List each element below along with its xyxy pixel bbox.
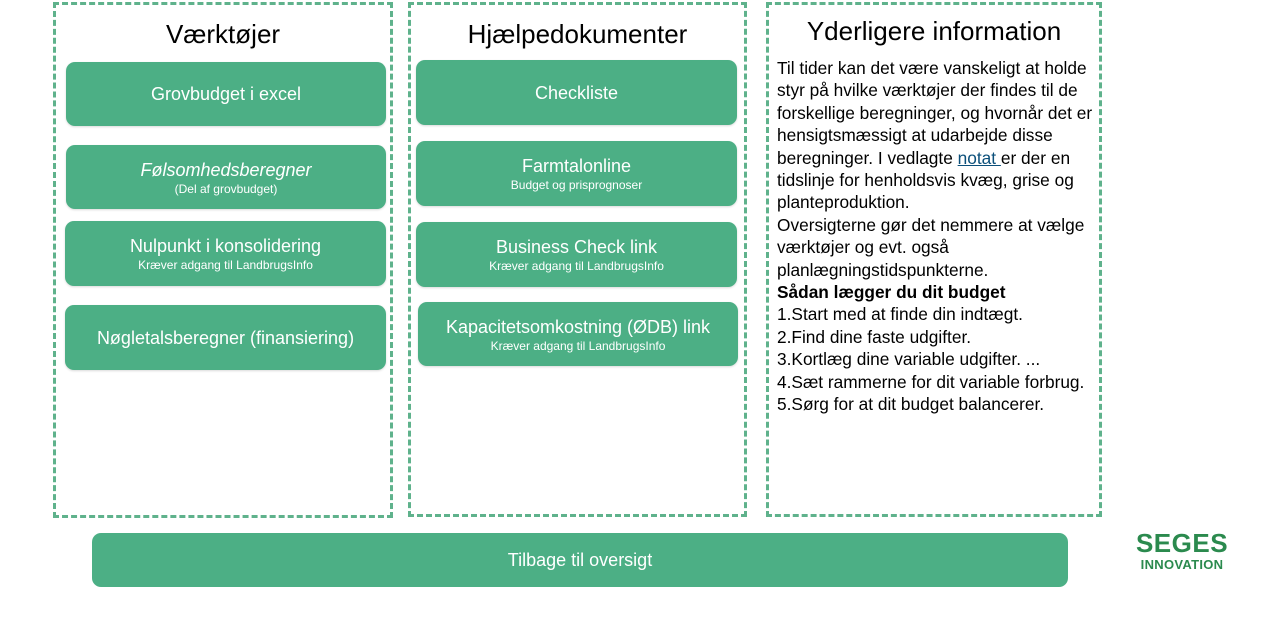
budget-step: 1.Start med at finde din indtægt.: [777, 304, 1023, 325]
info-text-part: Til tider kan det være vanskeligt at holde styr på hvilke værktøjer der findes til de forskellige beregninger, og hvornår det er hensigtsmæssigt at udarbejde disse beregninger. I vedlagte: [777, 58, 1093, 168]
tools-title: Værktøjer: [165, 19, 281, 49]
kapacitetsomkostning-button[interactable]: [418, 302, 738, 366]
farmtalonline-button[interactable]: [416, 141, 737, 206]
button-sublabel: (Del af grovbudget): [174, 181, 278, 196]
folsomhedsberegner-button[interactable]: [66, 145, 386, 209]
help-title: Hjælpedokumenter: [467, 19, 688, 49]
notat-link[interactable]: notat: [957, 147, 1001, 168]
button-label: Farmtalonline: [521, 156, 632, 176]
button-label: Grovbudget i excel: [150, 84, 302, 104]
budget-step: 5.Sørg for at dit budget balancerer.: [777, 394, 1045, 415]
budget-step: 2.Find dine faste udgifter.: [777, 326, 972, 347]
logo-line1: SEGES: [1135, 528, 1229, 558]
logo-line2: INNOVATION: [1140, 557, 1224, 572]
budget-heading: Sådan lægger du dit budget: [777, 282, 1006, 303]
info-paragraph: [777, 57, 1095, 214]
tools-panel: [53, 2, 393, 518]
budget-step: 4.Sæt rammerne for dit variable forbrug.: [777, 371, 1085, 392]
checkliste-button[interactable]: [416, 60, 737, 125]
button-sublabel: Kræver adgang til LandbrugsInfo: [490, 338, 666, 353]
info-text-part: er der en tidslinje for henholdsvis kvæg, grise og planteproduktion.: [777, 147, 1074, 213]
additional-info-panel: [766, 2, 1102, 517]
button-label: Nulpunkt i konsolidering: [129, 236, 322, 256]
info-title: Yderligere information: [806, 16, 1062, 46]
back-to-overview-button[interactable]: Tilbage til oversigt: [92, 533, 1068, 587]
button-label: Checkliste: [534, 82, 619, 103]
help-documents-panel: [408, 2, 747, 517]
button-label: Kapacitetsomkostning (ØDB) link: [445, 316, 711, 337]
grovbudget-excel-button[interactable]: [66, 62, 386, 126]
business-check-link-button[interactable]: [416, 222, 737, 287]
nogletalsberegner-button[interactable]: [65, 305, 386, 370]
seges-innovation-logo: [1132, 528, 1232, 572]
nulpunkt-konsolidering-button[interactable]: [65, 221, 386, 286]
button-label: Følsomhedsberegner: [140, 159, 312, 180]
info-paragraph: Oversigterne gør det nemmere at vælge værktøjer og evt. også planlægningstidspunkterne.: [777, 214, 1085, 280]
button-sublabel: Kræver adgang til LandbrugsInfo: [489, 259, 664, 273]
button-label: Nøgletalsberegner (finansiering): [96, 327, 355, 348]
button-label: Business Check link: [495, 237, 658, 257]
button-sublabel: Budget og prisprognoser: [510, 178, 643, 192]
button-sublabel: Kræver adgang til LandbrugsInfo: [138, 258, 313, 272]
info-body: [777, 57, 1095, 416]
budget-step: 3.Kortlæg dine variable udgifter. ...: [777, 349, 1041, 370]
